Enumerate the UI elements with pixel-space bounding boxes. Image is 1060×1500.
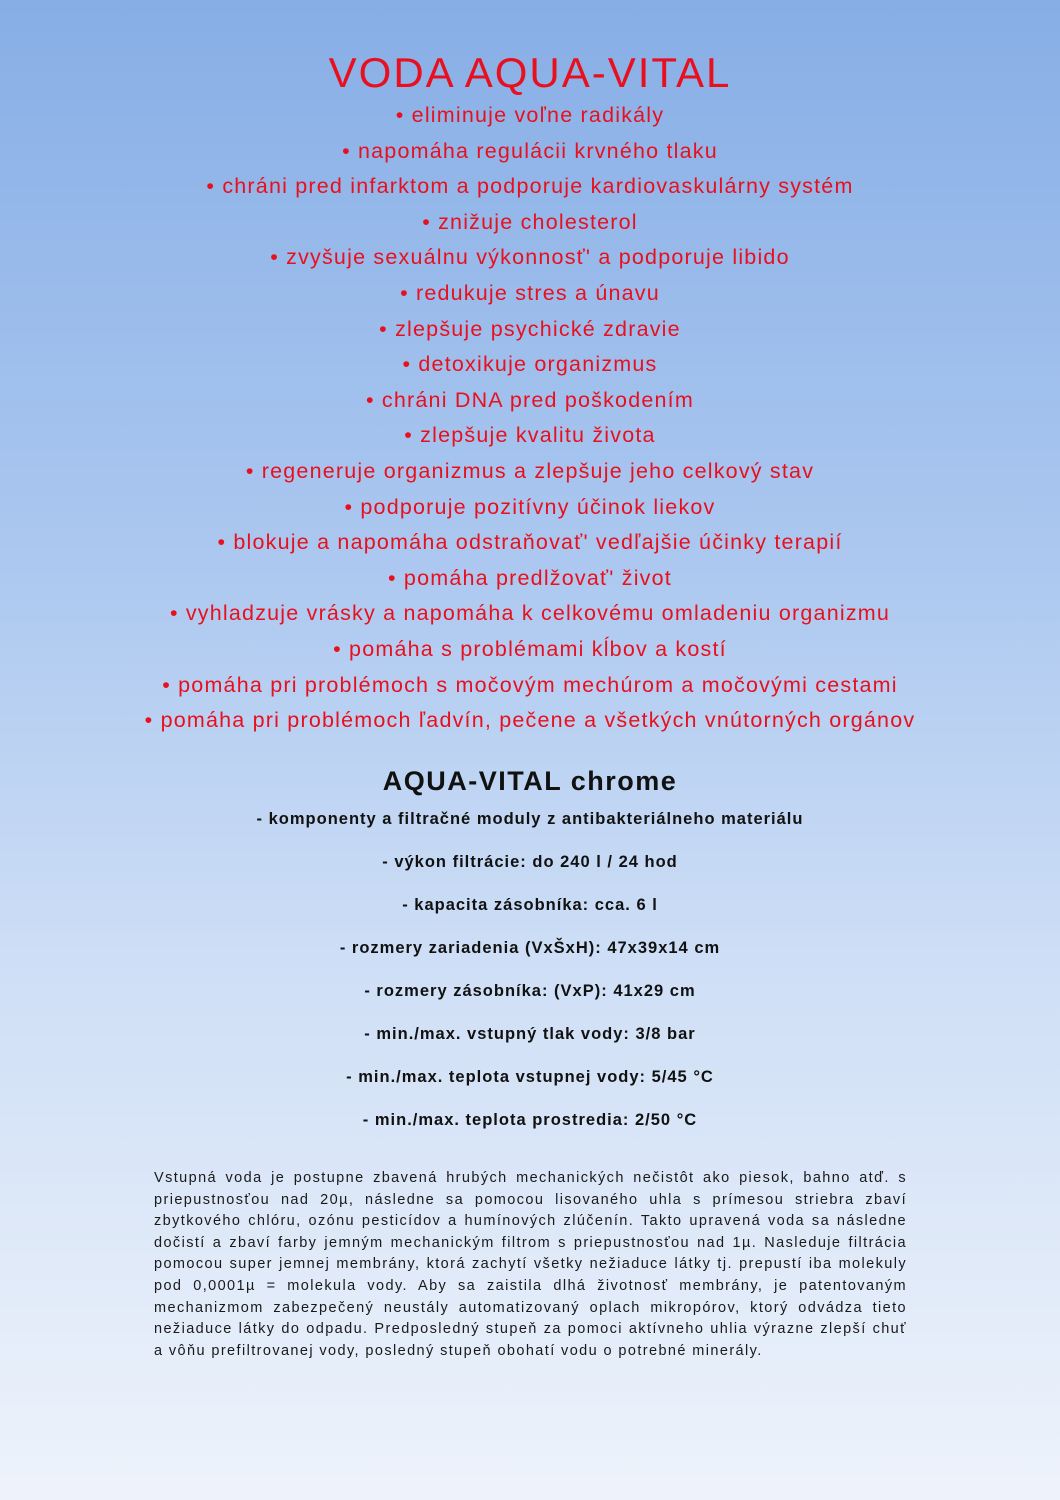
benefit-item: • chráni pred infarktom a podporuje kardiovaskulárny systém xyxy=(206,174,854,199)
spec-item: - min./max. teplota prostredia: 2/50 °C xyxy=(362,1111,698,1129)
benefit-item: • pomáha pri problémoch ľadvín, pečene a všetkých vnútorných orgánov xyxy=(144,708,916,733)
benefit-item: • zvyšuje sexuálnu výkonnosť' a podporuje libido xyxy=(270,245,790,270)
benefit-item: • pomáha s problémami kĺbov a kostí xyxy=(333,636,727,661)
benefit-item: • podporuje pozitívny účinok liekov xyxy=(344,494,716,519)
spec-item: - kapacita zásobníka: cca. 6 l xyxy=(402,896,658,914)
spec-item: - komponenty a filtračné moduly z antibakteriálneho materiálu xyxy=(256,810,804,828)
spec-item: - rozmery zariadenia (VxŠxH): 47x39x14 cm xyxy=(339,939,721,957)
benefit-item: • redukuje stres a únavu xyxy=(400,280,660,305)
benefit-item: • zlepšuje psychické zdravie xyxy=(379,316,681,341)
specs-list xyxy=(0,804,1060,1148)
spec-item: - min./max. teplota vstupnej vody: 5/45 °C xyxy=(346,1068,714,1086)
benefit-item: • detoxikuje organizmus xyxy=(402,352,658,377)
product-title: AQUA-VITAL chrome xyxy=(382,766,678,796)
benefit-item: • pomáha predlžovať' život xyxy=(388,565,672,590)
benefit-item: • vyhladzuje vrásky a napomáha k celkovému omladeniu organizmu xyxy=(169,601,891,626)
benefit-item: • napomáha regulácii krvného tlaku xyxy=(342,138,718,163)
benefits-list xyxy=(0,98,1060,739)
benefit-item: • znižuje cholesterol xyxy=(422,209,638,234)
spec-item: - výkon filtrácie: do 240 l / 24 hod xyxy=(382,853,678,871)
spec-item: - min./max. vstupný tlak vody: 3/8 bar xyxy=(364,1025,696,1043)
benefit-item: • zlepšuje kvalitu života xyxy=(404,423,656,448)
spec-item: - rozmery zásobníka: (VxP): 41x29 cm xyxy=(364,982,696,1000)
description-paragraph: Vstupná voda je postupne zbavená hrubých mechanických nečistôt ako piesok, bahno atď. s priepustnosťou nad 20µ, následne sa pomocou lisovaného uhla s prímesou striebra zbaví zbytkového chlóru, ozónu pesticídov a humínových zlúčenín. Takto upravená voda sa následne dočistí a zbaví farby jemným mechanickým filtrom s priepustnosťou nad 1µ. Nasleduje filtrácia pomocou super jemnej membrány, ktorá zachytí všetky nežiaduce látky tj. prepustí iba molekuly pod 0,0001µ = molekula vody. Aby sa zaistila dlhá životnosť membrány, je patentovaným mechanizmom zabezpečený neustály automatizovaný oplach mikropórov, ktorý odvádza tieto nežiaduce látky do odpadu. Predposledný stupeň za pomoci aktívneho uhlia výrazne zlepší chuť a vôňu prefiltrovanej vody, posledný stupeň obohatí vodu o potrebné minerály. xyxy=(154,1170,907,1359)
page-title: VODA AQUA-VITAL xyxy=(328,49,732,96)
benefit-item: • pomáha pri problémoch s močovým mechúrom a močovými cestami xyxy=(162,672,898,697)
benefit-item: • regeneruje organizmus a zlepšuje jeho celkový stav xyxy=(245,458,815,483)
benefit-item: • blokuje a napomáha odstraňovať' vedľajšie účinky terapií xyxy=(217,530,843,555)
benefit-item: • chráni DNA pred poškodením xyxy=(366,387,694,412)
benefit-item: • eliminuje voľne radikály xyxy=(395,103,665,127)
